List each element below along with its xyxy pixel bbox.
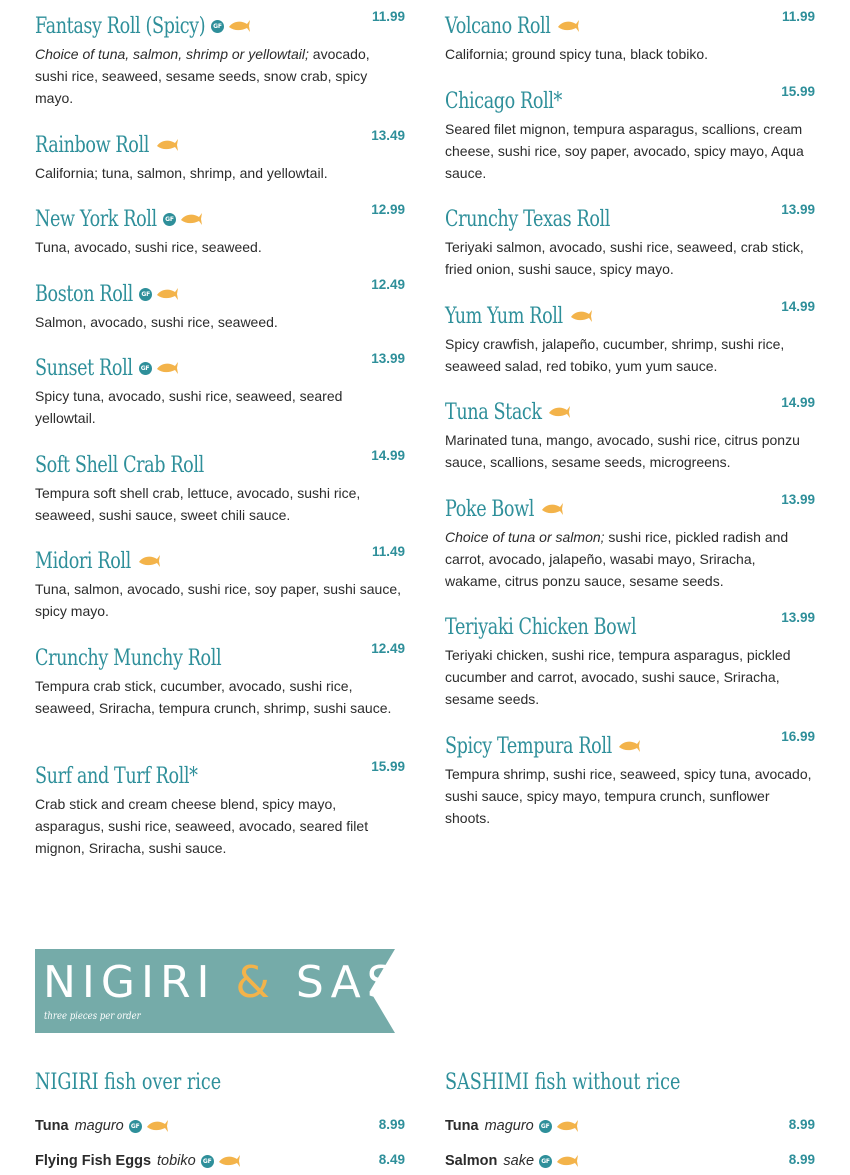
menu-item-header: [445, 84, 815, 118]
menu-item-description: [445, 763, 815, 829]
menu-item: [35, 9, 405, 109]
raw-fish-icon: [547, 404, 571, 420]
sashimi-title: SASHIMI fish without rice: [445, 1070, 681, 1095]
item-badges: [617, 738, 641, 754]
item-badges: [556, 18, 580, 34]
menu-item-header: [35, 128, 405, 162]
raw-fish-icon: [137, 553, 161, 569]
menu-item-header: [35, 277, 405, 311]
fish-price: 8.99: [788, 1117, 815, 1132]
menu-item-name: Chicago Roll*: [445, 88, 562, 114]
menu-item-header: [445, 729, 815, 763]
gluten-free-icon: GF: [129, 1120, 142, 1133]
menu-item-name: New York Roll: [35, 206, 157, 232]
nigiri-item-row: [35, 1150, 405, 1172]
menu-item-price: 16.99: [781, 729, 815, 744]
menu-item-header: [445, 610, 815, 644]
banner-title: [43, 957, 522, 1008]
menu-item-header: [445, 202, 815, 236]
item-badges: [539, 1153, 579, 1169]
menu-item-ingredients: Seared filet mignon, tempura asparagus, scallions, cream cheese, sushi rice, soy paper, avocado, spicy mayo, Aqua sauce.: [445, 121, 804, 181]
menu-item-header: [35, 641, 405, 675]
menu-item: [35, 641, 405, 719]
menu-item-price: 14.99: [781, 395, 815, 410]
banner-word-sashimi: SASHIMI: [295, 957, 522, 1008]
raw-fish-icon: [217, 1153, 241, 1169]
menu-item-price: 11.99: [781, 9, 815, 24]
menu-item-ingredients: Spicy crawfish, jalapeño, cucumber, shrimp, sushi rice, seaweed salad, red tobiko, yum yum sauce.: [445, 336, 785, 374]
menu-item-name: Fantasy Roll (Spicy): [35, 13, 206, 39]
menu-item-ingredients: Tempura shrimp, sushi rice, seaweed, spicy tuna, avocado, sushi sauce, spicy mayo, tempura crunch, sunflower shoots.: [445, 766, 812, 826]
menu-item: [445, 395, 815, 473]
raw-fish-icon: [155, 286, 179, 302]
menu-item-price: 13.49: [371, 128, 405, 143]
menu-item-name: Poke Bowl: [445, 496, 535, 522]
menu-item: [35, 128, 405, 184]
menu-item-description: [35, 385, 405, 429]
raw-fish-icon: [155, 137, 179, 153]
item-badges: [201, 1153, 241, 1169]
banner-ampersand: &: [235, 957, 276, 1008]
gluten-free-icon: GF: [539, 1120, 552, 1133]
item-badges: [540, 501, 564, 517]
fish-japanese-name: sake: [503, 1153, 535, 1169]
banner-subtitle: three pieces per order: [44, 1011, 141, 1022]
menu-item-price: 12.99: [371, 202, 405, 217]
item-badges: [211, 18, 251, 34]
nigiri-sashimi-banner: [35, 949, 522, 1033]
menu-item-price: 15.99: [371, 759, 405, 774]
menu-item-name: Soft Shell Crab Roll: [35, 452, 204, 478]
menu-item-price: 11.49: [371, 544, 405, 559]
menu-item-name: Sunset Roll: [35, 355, 133, 381]
nigiri-section-heading: [35, 1070, 405, 1095]
menu-item-name: Crunchy Munchy Roll: [35, 645, 222, 671]
nigiri-item-row: [445, 1115, 815, 1137]
menu-item-ingredients: California; tuna, salmon, shrimp, and yellowtail.: [35, 165, 328, 181]
gluten-free-icon: GF: [139, 288, 152, 301]
menu-item-description: [35, 43, 405, 109]
menu-item: [445, 84, 815, 184]
menu-item-name: Surf and Turf Roll*: [35, 763, 198, 789]
menu-item-ingredients: Tempura crab stick, cucumber, avocado, sushi rice, seaweed, Sriracha, tempura crunch, shrimp, sushi sauce.: [35, 678, 392, 716]
menu-item-name: Volcano Roll: [445, 13, 551, 39]
menu-item-name: Yum Yum Roll: [445, 303, 563, 329]
menu-item-price: 14.99: [781, 299, 815, 314]
item-badges: [539, 1118, 579, 1134]
item-badges: [129, 1118, 169, 1134]
menu-item-description: [445, 526, 815, 592]
raw-fish-icon: [556, 18, 580, 34]
fish-japanese-name: maguro: [484, 1118, 534, 1134]
menu-item-header: [445, 395, 815, 429]
fish-japanese-name: maguro: [74, 1118, 124, 1134]
menu-item-name: Rainbow Roll: [35, 132, 149, 158]
gluten-free-icon: GF: [163, 213, 176, 226]
menu-item-price: 13.99: [781, 610, 815, 625]
menu-item-description: [35, 793, 405, 859]
menu-item-description: [35, 162, 405, 184]
menu-item-header: [445, 299, 815, 333]
menu-item-ingredients: Salmon, avocado, sushi rice, seaweed.: [35, 314, 278, 330]
menu-item-name: Crunchy Texas Roll: [445, 206, 611, 232]
nigiri-item-row: [445, 1150, 815, 1172]
menu-item-name: Tuna Stack: [445, 399, 542, 425]
fish-name: Flying Fish Eggs: [35, 1153, 152, 1169]
raw-fish-icon: [540, 501, 564, 517]
menu-item: [445, 299, 815, 377]
menu-item-ingredients: avocado, sushi rice, seaweed, sesame seeds, snow crab, spicy mayo.: [35, 46, 370, 106]
menu-item-ingredients: Tuna, salmon, avocado, sushi rice, soy paper, sushi sauce, spicy mayo.: [35, 581, 402, 619]
menu-item: [445, 729, 815, 829]
menu-item-ingredients: Marinated tuna, mango, avocado, sushi rice, citrus ponzu sauce, scallions, sesame seeds, microgreens.: [445, 432, 800, 470]
item-badges: [547, 404, 571, 420]
menu-item-description: [445, 644, 815, 710]
menu-item: [445, 492, 815, 592]
sashimi-section-heading: [445, 1070, 815, 1095]
raw-fish-icon: [555, 1118, 579, 1134]
raw-fish-icon: [227, 18, 251, 34]
menu-item-name: Midori Roll: [35, 548, 131, 574]
menu-item: [35, 448, 405, 526]
menu-item-description: [35, 236, 405, 258]
menu-item: [35, 351, 405, 429]
menu-item: [35, 277, 405, 333]
raw-fish-icon: [145, 1118, 169, 1134]
menu-item: [445, 202, 815, 280]
menu-item-price: 12.49: [371, 277, 405, 292]
menu-item-header: [35, 544, 405, 578]
item-badges: [569, 308, 593, 324]
menu-item-description: [445, 118, 815, 184]
menu-item-price: 14.99: [371, 448, 405, 463]
raw-fish-icon: [555, 1153, 579, 1169]
menu-item-header: [445, 492, 815, 526]
gluten-free-icon: GF: [139, 362, 152, 375]
menu-item-header: [35, 202, 405, 236]
menu-item-header: [35, 448, 405, 482]
menu-item: [35, 544, 405, 622]
item-badges: [139, 286, 179, 302]
menu-item-description: [35, 311, 405, 333]
menu-item-name: Spicy Tempura Roll: [445, 733, 612, 759]
menu-item-ingredients: sushi rice, pickled radish and carrot, avocado, jalapeño, wasabi mayo, Sriracha, wakame, citrus ponzu sauce, sesame seeds.: [445, 529, 789, 589]
menu-item-ingredients: Tuna, avocado, sushi rice, seaweed.: [35, 239, 262, 255]
menu-item-ingredients: Spicy tuna, avocado, sushi rice, seaweed, seared yellowtail.: [35, 388, 343, 426]
fish-name: Salmon: [445, 1153, 498, 1169]
raw-fish-icon: [179, 211, 203, 227]
fish-price: 8.49: [378, 1152, 405, 1167]
raw-fish-icon: [569, 308, 593, 324]
menu-item: [445, 610, 815, 710]
raw-fish-icon: [617, 738, 641, 754]
menu-item-ingredients: Teriyaki chicken, sushi rice, tempura asparagus, pickled cucumber and carrot, avocado, sushi sauce, Sriracha, sesame seeds.: [445, 647, 791, 707]
fish-name: Tuna: [35, 1118, 69, 1134]
gluten-free-icon: GF: [539, 1155, 552, 1168]
menu-item-header: [35, 9, 405, 43]
menu-item-header: [35, 759, 405, 793]
menu-item-description: [445, 333, 815, 377]
raw-fish-icon: [155, 360, 179, 376]
fish-price: 8.99: [378, 1117, 405, 1132]
fish-name: Tuna: [445, 1118, 479, 1134]
menu-item-description: [35, 482, 405, 526]
nigiri-title: NIGIRI fish over rice: [35, 1070, 222, 1095]
item-badges: [139, 360, 179, 376]
menu-item-price: 11.99: [371, 9, 405, 24]
item-badges: [163, 211, 203, 227]
menu-item-price: 12.49: [371, 641, 405, 656]
menu-item-price: 15.99: [781, 84, 815, 99]
menu-item-price: 13.99: [371, 351, 405, 366]
fish-price: 8.99: [788, 1152, 815, 1167]
menu-item-description: [445, 429, 815, 473]
menu-item-ingredients: Teriyaki salmon, avocado, sushi rice, seaweed, crab stick, fried onion, sushi sauce, spicy mayo.: [445, 239, 804, 277]
menu-item: [35, 202, 405, 258]
item-badges: [137, 553, 161, 569]
menu-item-description: [445, 236, 815, 280]
menu-item-description: [35, 675, 405, 719]
menu-item-description: [445, 43, 815, 65]
menu-item-choice-note: Choice of tuna or salmon;: [445, 529, 605, 545]
gluten-free-icon: GF: [211, 20, 224, 33]
menu-item-header: [35, 351, 405, 385]
banner-word-nigiri: NIGIRI: [43, 957, 216, 1008]
nigiri-item-row: [35, 1115, 405, 1137]
menu-item-name: Boston Roll: [35, 281, 133, 307]
menu-item-ingredients: Tempura soft shell crab, lettuce, avocado, sushi rice, seaweed, sushi sauce, sweet chili sauce.: [35, 485, 361, 523]
menu-item-ingredients: California; ground spicy tuna, black tobiko.: [445, 46, 709, 62]
menu-item-price: 13.99: [781, 202, 815, 217]
menu-item-price: 13.99: [781, 492, 815, 507]
menu-item-choice-note: Choice of tuna, salmon, shrimp or yellowtail;: [35, 46, 309, 62]
menu-item-header: [445, 9, 815, 43]
menu-item-name: Teriyaki Chicken Bowl: [445, 614, 637, 640]
menu-item: [445, 9, 815, 65]
fish-japanese-name: tobiko: [157, 1153, 196, 1169]
gluten-free-icon: GF: [201, 1155, 214, 1168]
menu-item-description: [35, 578, 405, 622]
item-badges: [155, 137, 179, 153]
menu-item: [35, 759, 405, 859]
menu-item-ingredients: Crab stick and cream cheese blend, spicy mayo, asparagus, sushi rice, seaweed, avocado, seared filet mignon, Sriracha, sushi sauce.: [35, 796, 369, 856]
